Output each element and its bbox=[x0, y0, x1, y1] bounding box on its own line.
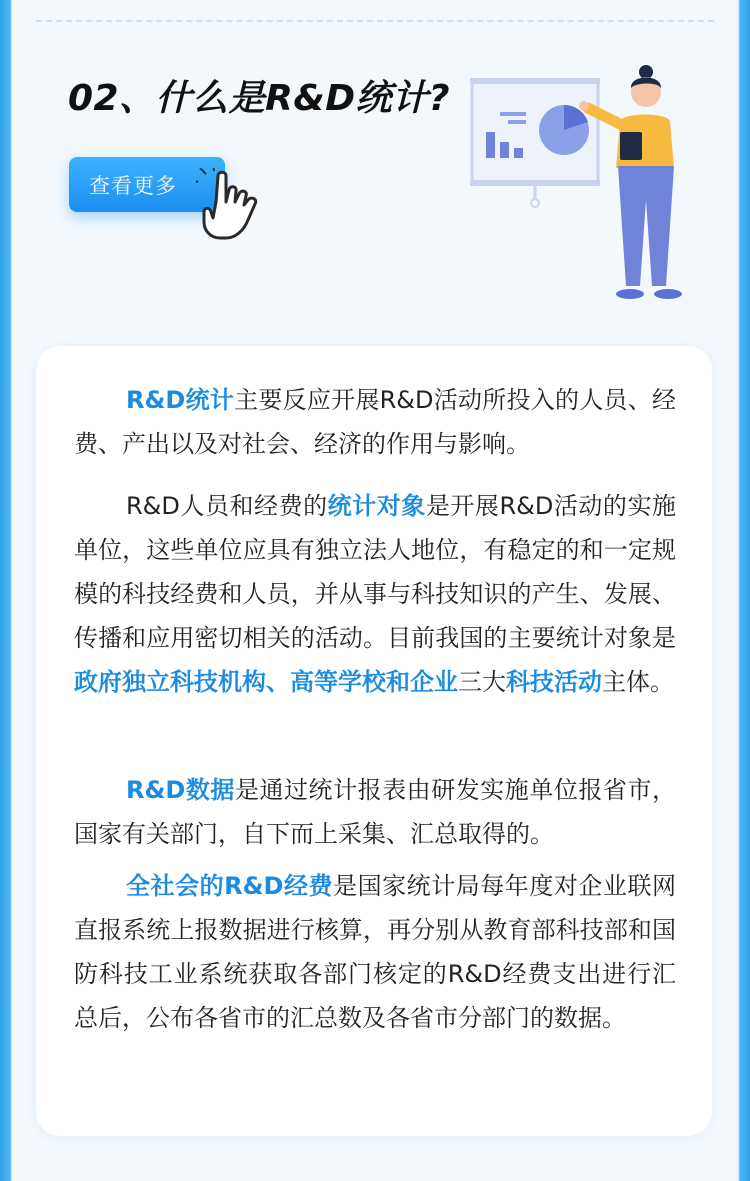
paragraph-text: 是国家统计局每年度对企业联网直报系统上报数据进行核算，再分别从教育部科技部和国防科技工业系统获取各部门核定的R&D经费支出进行汇总后，公布各省市的汇总数及各省市分部门的数据。 bbox=[74, 872, 676, 1032]
paragraph-text: 是通过统计报表由研发实施单位报省市，国家有关部门，自下而上采集、汇总取得的。 bbox=[74, 776, 676, 848]
highlight-rd-funds: 全社会的R&D经费 bbox=[126, 872, 334, 900]
pointing-hand-icon bbox=[196, 168, 276, 246]
paragraph-statistical-objects bbox=[74, 484, 676, 704]
paragraph-text: 是开展R&D活动的实施单位，这些单位应具有独立法人地位，有稳定的和一定规模的科技经费和人员，并从事与科技知识的产生、发展、传播和应用密切相关的活动。目前我国的主要统计对象是 bbox=[74, 492, 677, 652]
highlight-statistical-objects: 统计对象 bbox=[327, 492, 426, 520]
highlight-rd-statistics: R&D统计 bbox=[126, 386, 235, 414]
top-dashed-divider bbox=[36, 20, 714, 22]
paragraph-text: R&D人员和经费的 bbox=[126, 492, 328, 520]
section-title: 02、什么是R&D统计? bbox=[68, 78, 450, 119]
paragraph-rd-funds bbox=[74, 864, 676, 1040]
presentation-illustration bbox=[470, 60, 700, 310]
paragraph-text: 主要反应开展R&D活动所投入的人员、经费、产出以及对社会、经济的作用与影响。 bbox=[74, 386, 676, 458]
paragraph-text: 三大 bbox=[458, 668, 506, 696]
view-more-button[interactable]: 查看更多 bbox=[69, 157, 225, 212]
paragraph-rd-data bbox=[74, 768, 676, 856]
paragraph-text: 主体。 bbox=[602, 668, 674, 696]
paragraph-rd-statistics bbox=[74, 378, 676, 466]
highlight-rd-data: R&D数据 bbox=[126, 776, 235, 804]
highlight-tech-activities: 科技活动 bbox=[506, 668, 602, 696]
highlight-main-entities: 政府独立科技机构、高等学校和企业 bbox=[74, 668, 458, 696]
